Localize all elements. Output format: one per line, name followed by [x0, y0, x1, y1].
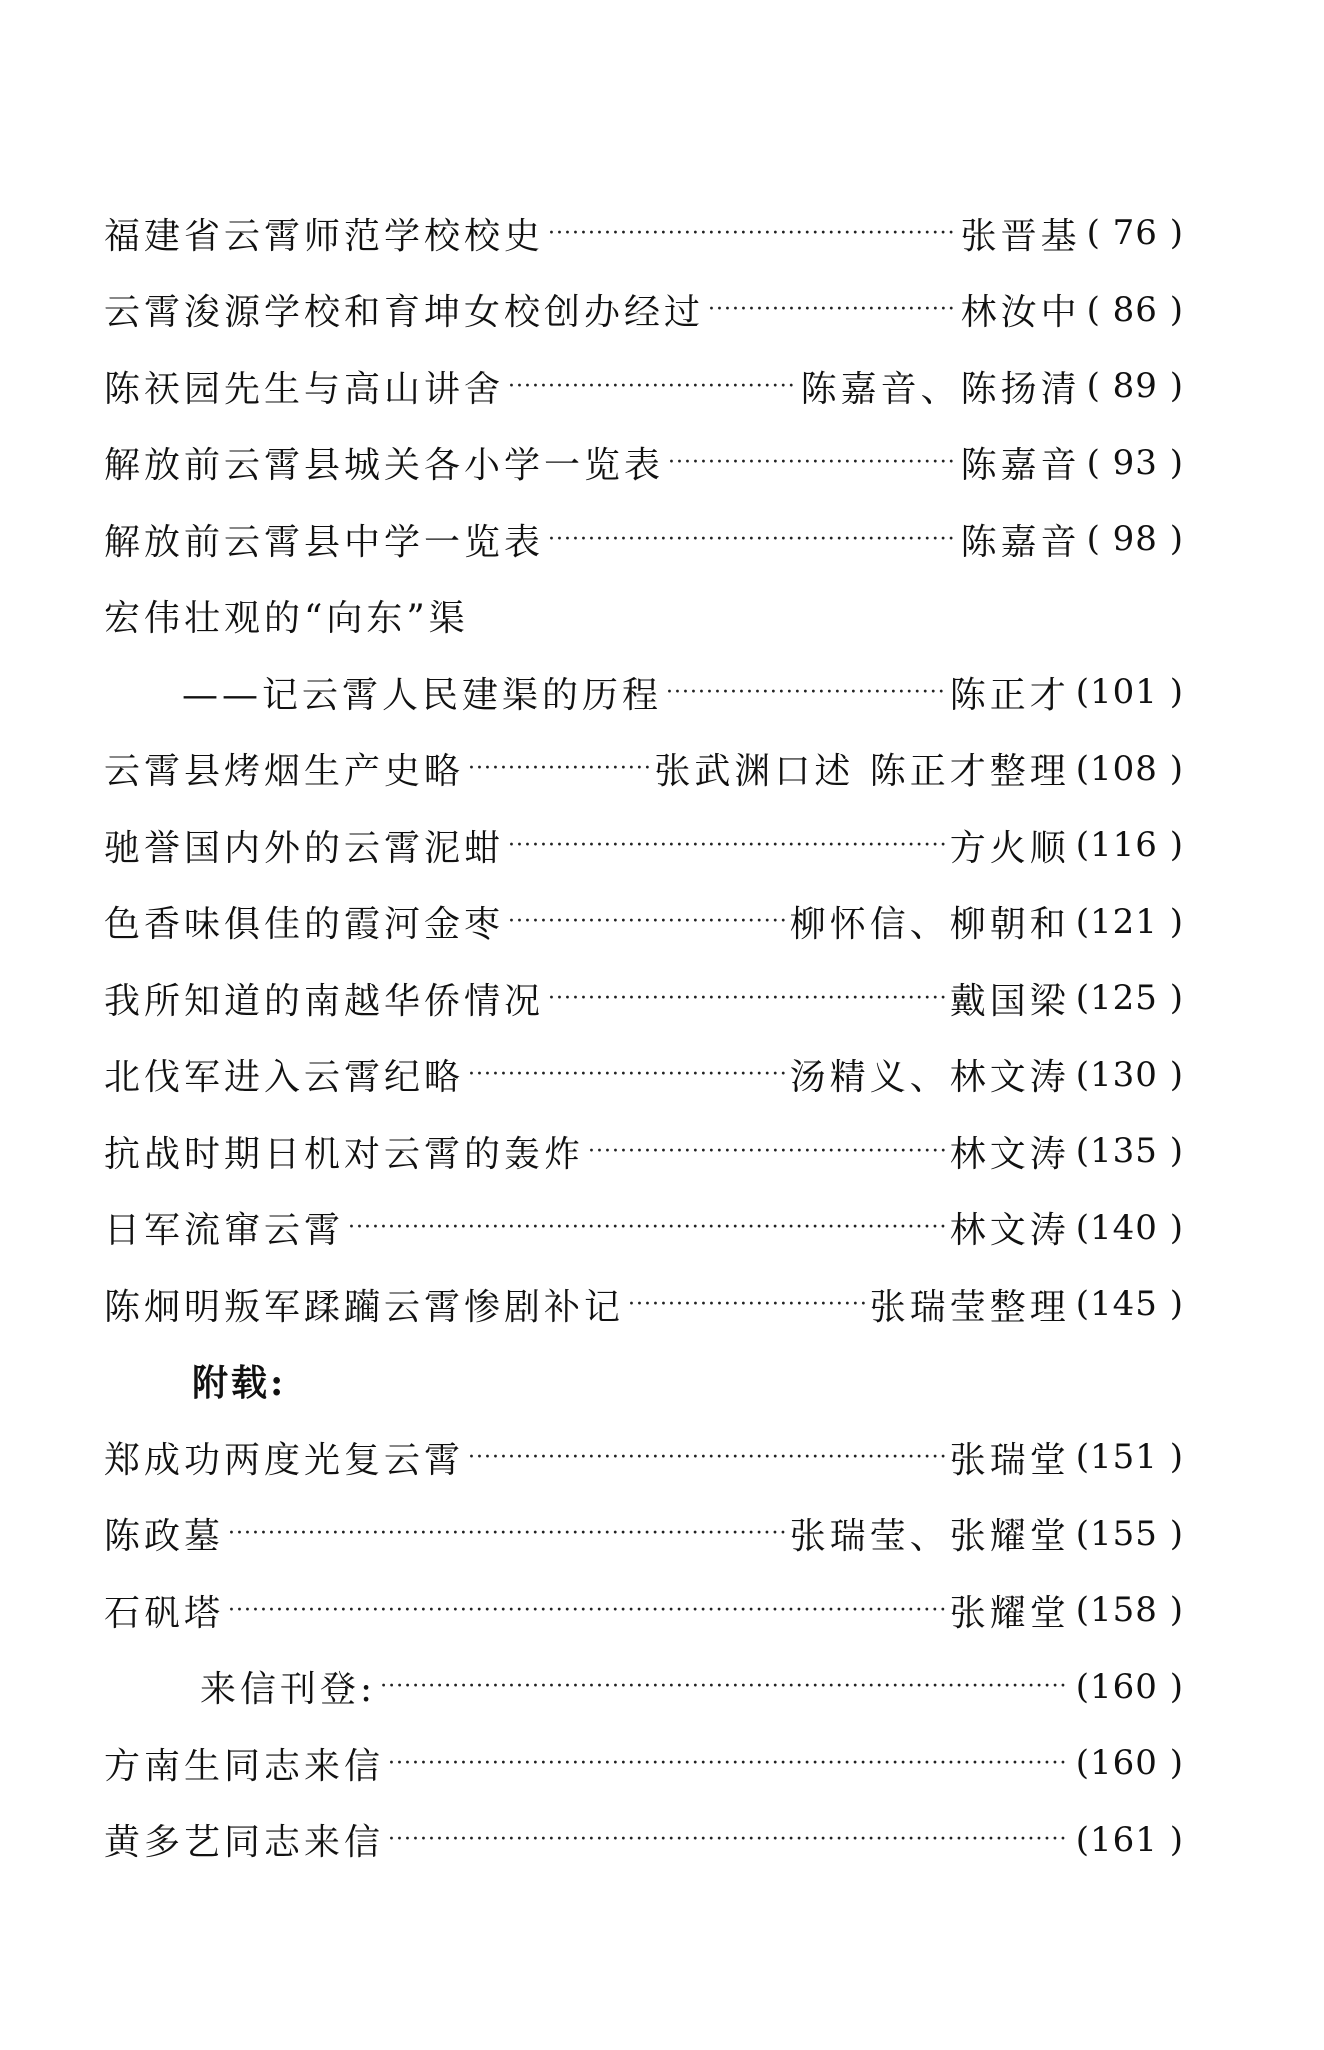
- entry-author: 张瑞莹、张耀堂: [789, 1516, 1070, 1558]
- entry-author: 林汝中: [960, 292, 1081, 334]
- toc-entry: [104, 884, 1184, 961]
- toc-entry: [104, 272, 1184, 349]
- toc-entry: [104, 960, 1184, 1037]
- appendix-heading-text: 附载:: [192, 1362, 287, 1405]
- dot-leader: [588, 1139, 946, 1164]
- toc-entry: [104, 1113, 1184, 1190]
- toc-entry-title-only: [104, 578, 1184, 655]
- entry-title: 黄多艺同志来信: [104, 1822, 385, 1864]
- table-of-contents: [104, 195, 1184, 1878]
- entry-author: 张武渊口述 陈正才整理: [654, 751, 1070, 793]
- dot-leader: [380, 1674, 1066, 1699]
- entry-title: 色香味俱佳的霞河金枣: [104, 904, 505, 946]
- entry-author: 张瑞堂: [949, 1439, 1070, 1481]
- entry-author: 林文涛: [949, 1210, 1070, 1252]
- toc-entry: [104, 501, 1184, 578]
- dot-leader: [508, 833, 946, 858]
- entry-title: 陈政墓: [104, 1516, 225, 1558]
- entry-title: 石矾塔: [104, 1592, 225, 1634]
- dot-leader: [508, 374, 797, 399]
- dot-leader: [468, 1062, 786, 1087]
- entry-author: 陈嘉音、陈扬清: [800, 368, 1081, 410]
- entry-author: 张耀堂: [949, 1592, 1070, 1634]
- entry-page: ( 89 ): [1086, 366, 1184, 407]
- toc-entry: [104, 1266, 1184, 1343]
- entry-title: 陈炯明叛军蹂躏云霄惨剧补记: [104, 1286, 625, 1328]
- entry-author: 方火顺: [949, 827, 1070, 869]
- entry-page: (125 ): [1075, 978, 1184, 1019]
- dot-leader: [628, 1292, 866, 1317]
- dot-leader: [468, 1445, 946, 1470]
- entry-title: 驰誉国内外的云霄泥蚶: [104, 827, 505, 869]
- toc-entry: [104, 1496, 1184, 1573]
- entry-page: (108 ): [1075, 748, 1184, 789]
- entry-page: ( 98 ): [1086, 519, 1184, 560]
- entry-author: 柳怀信、柳朝和: [789, 904, 1070, 946]
- entry-page: (135 ): [1075, 1131, 1184, 1172]
- entry-page: ( 86 ): [1086, 289, 1184, 330]
- entry-author: 陈正才: [949, 674, 1070, 716]
- entry-author: 汤精义、林文涛: [789, 1057, 1070, 1099]
- dot-leader: [548, 986, 946, 1011]
- toc-entry: [104, 1037, 1184, 1114]
- entry-title: 云霄县烤烟生产史略: [104, 751, 465, 793]
- entry-title: 陈祆园先生与高山讲舍: [104, 368, 505, 410]
- entry-author: 林文涛: [949, 1133, 1070, 1175]
- entry-title: 方南生同志来信: [104, 1745, 385, 1787]
- dot-leader: [228, 1598, 946, 1623]
- toc-entry: [104, 348, 1184, 425]
- entry-title: 来信刊登:: [200, 1669, 377, 1711]
- dot-leader: [708, 297, 957, 322]
- entry-page: (160 ): [1075, 1666, 1184, 1707]
- entry-author: 张瑞莹整理: [869, 1286, 1070, 1328]
- entry-author: 陈嘉音: [960, 445, 1081, 487]
- entry-page: ( 93 ): [1086, 442, 1184, 483]
- entry-title: 解放前云霄县城关各小学一览表: [104, 445, 665, 487]
- entry-author: 张晋基: [960, 215, 1081, 257]
- entry-page: (155 ): [1075, 1513, 1184, 1554]
- entry-page: (101 ): [1075, 672, 1184, 713]
- toc-entry: [104, 1725, 1184, 1802]
- entry-title: 我所知道的南越华侨情况: [104, 980, 545, 1022]
- entry-subtitle: ——记云霄人民建渠的历程: [182, 674, 663, 716]
- toc-entry-subtitle: [104, 654, 1184, 731]
- entry-author: 陈嘉音: [960, 521, 1081, 563]
- dot-leader: [228, 1521, 786, 1546]
- entry-title: 郑成功两度光复云霄: [104, 1439, 465, 1481]
- toc-entry: [104, 195, 1184, 272]
- entry-page: ( 76 ): [1086, 213, 1184, 254]
- entry-author: 戴国梁: [949, 980, 1070, 1022]
- dot-leader: [666, 680, 946, 705]
- toc-entry: [104, 731, 1184, 808]
- dot-leader: [468, 756, 650, 781]
- toc-entry: [104, 425, 1184, 502]
- toc-entry: [104, 807, 1184, 884]
- dot-leader: [508, 909, 786, 934]
- entry-page: (151 ): [1075, 1437, 1184, 1478]
- dot-leader: [668, 450, 957, 475]
- entry-page: (145 ): [1075, 1284, 1184, 1325]
- toc-entry: [104, 1572, 1184, 1649]
- dot-leader: [388, 1751, 1066, 1776]
- entry-page: (140 ): [1075, 1207, 1184, 1248]
- entry-page: (130 ): [1075, 1054, 1184, 1095]
- entry-page: (158 ): [1075, 1590, 1184, 1631]
- dot-leader: [548, 527, 957, 552]
- dot-leader: [348, 1215, 946, 1240]
- entry-title: 解放前云霄县中学一览表: [104, 521, 545, 563]
- appendix-heading: [104, 1343, 1184, 1420]
- entry-title: 福建省云霄师范学校校史: [104, 215, 545, 257]
- entry-title: 抗战时期日机对云霄的轰炸: [104, 1133, 585, 1175]
- toc-entry: [104, 1419, 1184, 1496]
- entry-title: 宏伟壮观的“向东”渠: [104, 598, 469, 640]
- entry-title: 云霄浚源学校和育坤女校创办经过: [104, 292, 705, 334]
- entry-page: (160 ): [1075, 1743, 1184, 1784]
- entry-page: (161 ): [1075, 1819, 1184, 1860]
- dot-leader: [548, 221, 957, 246]
- toc-entry: [104, 1649, 1184, 1726]
- entry-title: 北伐军进入云霄纪略: [104, 1057, 465, 1099]
- entry-title: 日军流窜云霄: [104, 1210, 345, 1252]
- entry-page: (116 ): [1075, 825, 1184, 866]
- entry-page: (121 ): [1075, 901, 1184, 942]
- toc-entry: [104, 1190, 1184, 1267]
- dot-leader: [388, 1827, 1066, 1852]
- toc-entry: [104, 1802, 1184, 1879]
